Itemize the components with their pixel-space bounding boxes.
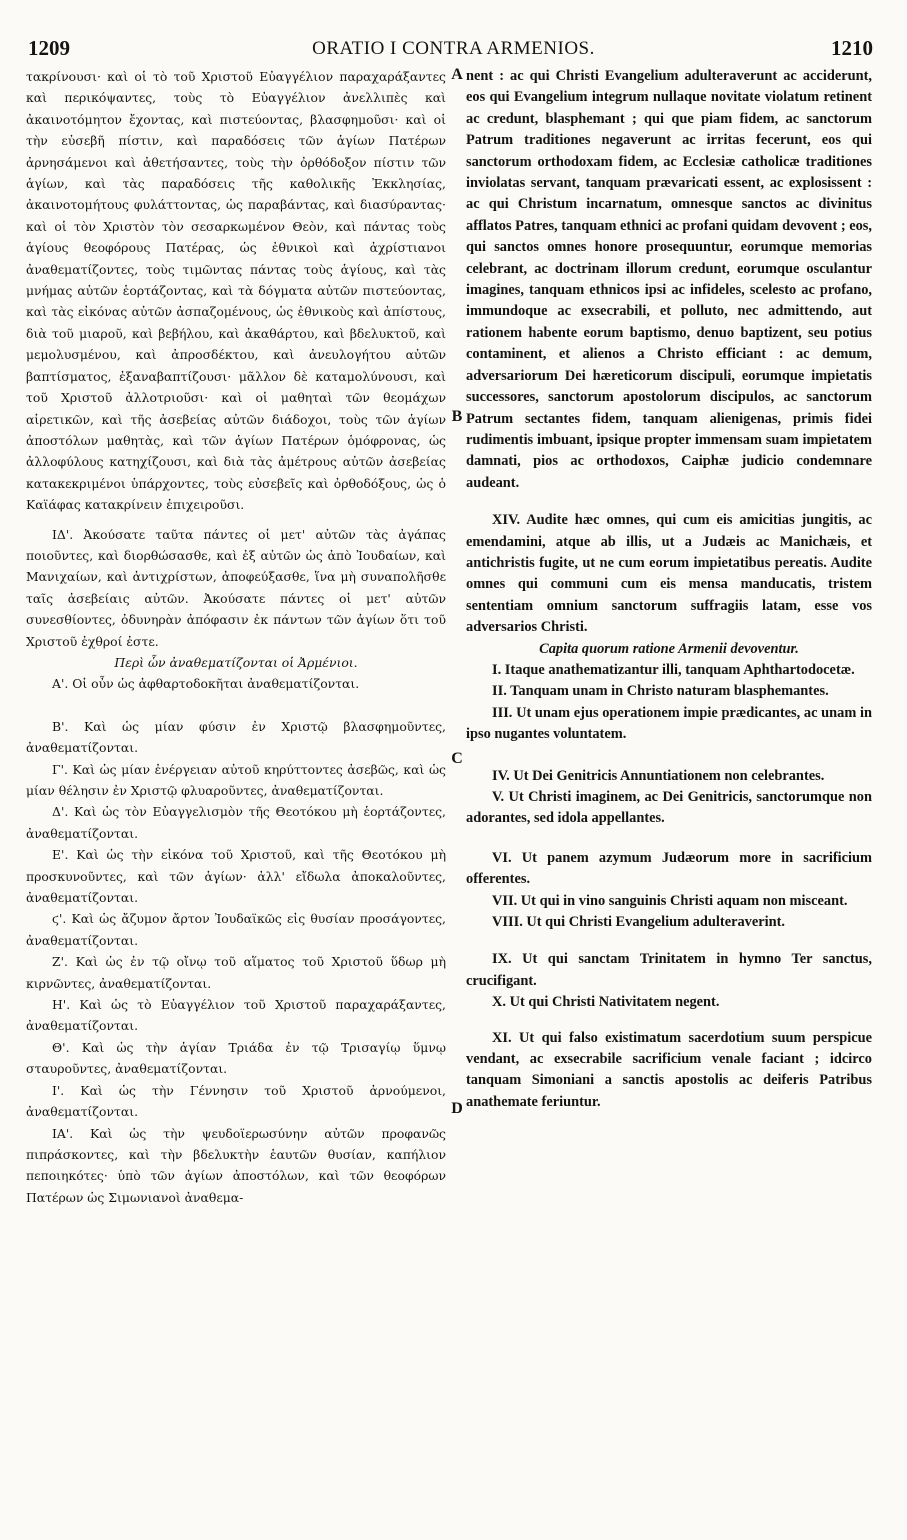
latin-item-1: I. Itaque anathematizantur illi, tanquam Aphthartodocetæ. [492,661,855,678]
latin-item-6: VI. Ut panem azymum Judæorum more in sacrificium offerentes. [466,849,872,888]
running-title: ORATIO I CONTRA ARMENIOS. [312,38,595,59]
greek-item-1: Α'. Οἱ οὖν ὡς ἀφθαρτοδοκῆται ἀναθεματίζονται. [52,676,360,692]
latin-item-2: II. Tanquam unam in Christo naturam blasphemantes. [492,683,829,700]
greek-paragraph-1: τακρίνουσι· καὶ οἱ τὸ τοῦ Χριστοῦ Εὐαγγέλιον παραχαράξαντες καὶ περικόψαντες, τοὺς τὸ Εὐαγγέλιον ἀνελλιπὲς καὶ ἀκαινοτόμητον ἔχοντας, καὶ πιστεύοντας, βλασφημοῦσι· καὶ οἱ τὴν εὐσεβῆ πίστιν, καὶ παραδόσεις τῶν ἁγίων Πατέρων ἀρνησάμενοι καὶ ἀθετήσαντες, τοὺς τὴν ὀρθόδοξον πίστιν τῶν ἁγίων, καὶ τὰς παραδόσεις τῆς καθολικῆς Ἐκκλησίας, ἀκαινοτομήτους φυλάττοντας, ὡς παραβάντας, καὶ διασύραντας· καὶ οἱ τὸν Χριστὸν τὸν σεσαρκωμένον Θεὸν, καὶ πάντας τοὺς ἁγίους θεοφόρους Πατέρας, ὡς ἐθνικοὶ καὶ ἀχρίστιανοι ἀναθεματίζοντες, τοὺς τιμῶντας πάντας τοὺς ἁγίους, καὶ τὰς μνήμας αὐτῶν ἑορτάζοντας, καὶ τὰ δόγματα αὐτῶν πιστεύοντας, καὶ τὰς εἰκόνας αὐτῶν ἀσπαζομένους, ὡς ἐθνικοὺς καὶ ἀπίστους, διὰ τοῦ μιαροῦ, καὶ βεβήλου, καὶ ἀκαθάρτου, καὶ βδελυκτοῦ, καὶ μεμολυσμένου, καὶ ἀπροσδέκτου, καὶ ἀνευλογήτου αὐτῶν βαπτίσματος, ἐξαναβαπτίζουσι· μᾶλλον δὲ καταμολύνουσι, καὶ τοῦ Χριστοῦ ἀλλοτριοῦσι· καὶ οἱ μαθηταὶ τῶν θεομάχων αἱρετικῶν, καὶ τῆς ἀσεβείας αὐτῶν διάδοχοι, τοὺς τῶν ἁγίων ἀποστόλων μαθητὰς, καὶ τῶν ἁγίων Πατέρων ὁμόφρονας, ὡς ἀλλοφύλους κατηχίζουσι, καὶ διὰ τὰς ἀμέτρους αὐτῶν ἀσεβείας κατακεκριμένοι ὑπάρχοντες, τοὺς εὐσεβεῖς καὶ ὀρθοδόξους, ὡς ὁ Καϊάφας κατακρίνειν ἐπιχειροῦσι. [26,69,446,513]
latin-column [466,66,872,1113]
margin-marker-b: B [451,408,463,425]
greek-heading: Περὶ ὧν ἀναθεματίζονται οἱ Ἀρμένιοι. [114,654,358,670]
greek-item-10: Ι'. Καὶ ὡς τὴν Γέννησιν τοῦ Χριστοῦ ἀρνούμενοι, ἀναθεματίζονται. [26,1082,446,1120]
greek-paragraph-14: ΙΔ'. Ἀκούσατε ταῦτα πάντες οἱ μετ' αὐτῶν τὰς ἀγάπας ποιοῦντες, καὶ διορθώσασθε, καὶ ἐξ αὐτῶν ὡς ἀπὸ Ἰουδαίων, καὶ Μανιχαίων, καὶ ἀντιχρίστων, ἀποφεύξασθε, ἵνα μὴ συναπολῆσθε ταῖς ἀσεβείαις αὐτῶν. Ἀκούσατε πάντες οἱ μετ' αὐτῶν συνεσθίοντες, ὀδυνηρὰν ἀπόφασιν ἐκ πάντων τῶν ἁγίων ὅτι τοῦ Χριστοῦ ἐχθροί ἐστε. [26,526,446,649]
greek-item-3: Γ'. Καὶ ὡς μίαν ἐνέργειαν αὐτοῦ κηρύττοντες ἀσεβῶς, καὶ ὡς μίαν θέλησιν ἐν Χριστῷ φλυαροῦντες, ἀναθεματίζονται. [26,761,446,798]
latin-item-4: IV. Ut Dei Genitricis Annuntiationem non celebrantes. [492,767,825,784]
page-header [28,36,879,60]
latin-item-8: VIII. Ut qui Christi Evangelium adulteraverint. [492,914,786,931]
greek-item-11: ΙΑ'. Καὶ ὡς τὴν ψευδοϊερωσύνην αὐτῶν προφανῶς πιπράσκοντες, καὶ τὴν βδελυκτὴν ἑαυτῶν θυσίαν, καπήλιον πεποιηκότες· ὑπὸ τῶν ἁγίων ἀποστόλων, καὶ τῶν θεοφόρων Πατέρων ὡς Σιμωνιανοὶ ἀναθεμα- [26,1125,446,1205]
greek-item-6: ϛ'. Καὶ ὡς ἄζυμον ἄρτον Ἰουδαϊκῶς εἰς θυσίαν προσάγοντες, ἀναθεματίζονται. [26,911,446,948]
latin-item-9: IX. Ut qui sanctam Trinitatem in hymno Ter sanctus, crucifigant. [466,951,872,989]
latin-item-7: VII. Ut qui in vino sanguinis Christi aquam non misceant. [492,892,848,909]
latin-heading: Capita quorum ratione Armenii devoventur. [539,640,799,657]
latin-paragraph-1: nent : ac qui Christi Evangelium adulteraverunt ac acciderunt, eos qui Evangelium integrum nullaque novitate violatum retinent ac credunt, blasphemant ; qui que piam fidem, ac sanctorum Patrum traditiones negaverunt ac irritas fecerunt, eos qui sanctorum orthodoxam fidem, ac Ecclesiæ catholicæ traditiones inviolatas servant, tanquam prævaricati essent, ac explosissent : ac qui Christum incarnatum, omnesque sanctos ac divinitus afflatos Patres, tanquam ethnici ac profani quidam devovent ; eos, qui sanctos omnes honore prosequuntur, eorumque memorias celebrant, ac doctrinam illorum credunt, eorumque osculantur imagines, tanquam ethnicos ipsi ac infideles, scelesto ac profano, immundoque ac exsecrabili, et polluto, nec admittendo, aut rationem habente eorum baptismo, denuo baptizent, seu potius contaminent, et alienos a Christo efficiant : ac demum, adversariorum Dei hæreticorum discipuli, eorumque impietatis successores, sanctorum apostolorum discipulos, ac sanctorum Patrum sectantes fidem, tanquam alienigenas, primis fidei rudimentis imbuant, ipsique propter immensam suam impietatem damnati, pios ac orthodoxos, Caiphæ judicio condemnare audeant. [466,68,873,491]
latin-item-10: X. Ut qui Christi Nativitatem negent. [492,994,720,1011]
page-number-right: 1210 [831,36,873,60]
margin-marker-c: C [451,750,463,767]
greek-column [26,66,446,1208]
latin-item-3: III. Ut unam ejus operationem impie prædicantes, ac unam in ipso nugantes voluntatem. [466,704,872,743]
greek-item-8: Η'. Καὶ ὡς τὸ Εὐαγγέλιον τοῦ Χριστοῦ παραχαράξαντες, ἀναθεματίζονται. [26,997,446,1034]
latin-item-5: V. Ut Christi imaginem, ac Dei Genitricis, sanctorumque non adorantes, sed idola appellantes. [466,789,872,827]
greek-item-2: Β'. Καὶ ὡς μίαν φύσιν ἐν Χριστῷ βλασφημοῦντες, ἀναθεματίζονται. [26,718,446,756]
latin-paragraph-14: XIV. Audite hæc omnes, qui cum eis amicitias jungitis, ac emendamini, atque ab illis, ut a Judæis ac Manichæis, et antichristis fugite, ut ne cum eorum impietatibus pereatis. Audite omnes qui communi cum eis mensa manducatis, tristem sententiam omnium sanctorum suffragiis latam, esse vos adversarios Christi. [466,512,872,636]
latin-item-11: XI. Ut qui falso existimatum sacerdotium suum perspicue vendant, ac exsecrabile sacrificium venale faciant ; idcirco tanquam Simoniani a sanctis apostolis ac deiferis Patribus anathemate feriuntur. [466,1029,872,1110]
page-number-left: 1209 [28,36,70,60]
greek-item-9: Θ'. Καὶ ὡς τὴν ἁγίαν Τριάδα ἐν τῷ Τρισαγίῳ ὕμνῳ σταυροῦντες, ἀναθεματίζονται. [26,1039,446,1077]
greek-item-5: Ε'. Καὶ ὡς τὴν εἰκόνα τοῦ Χριστοῦ, καὶ τῆς Θεοτόκου μὴ προσκυνοῦντες, καὶ τῶν ἁγίων· ἀλλ' εἴδωλα ἀποκαλοῦντες, ἀναθεματίζονται. [26,847,446,906]
margin-marker-d: D [451,1100,463,1117]
margin-marker-a: A [451,66,463,83]
greek-item-7: Ζ'. Καὶ ὡς ἐν τῷ οἴνῳ τοῦ αἵματος τοῦ Χριστοῦ ὕδωρ μὴ κιρνῶντες, ἀναθεματίζονται. [26,954,446,991]
greek-item-4: Δ'. Καὶ ὡς τὸν Εὐαγγελισμὸν τῆς Θεοτόκου μὴ ἑορτάζοντες, ἀναθεματίζονται. [26,804,446,841]
